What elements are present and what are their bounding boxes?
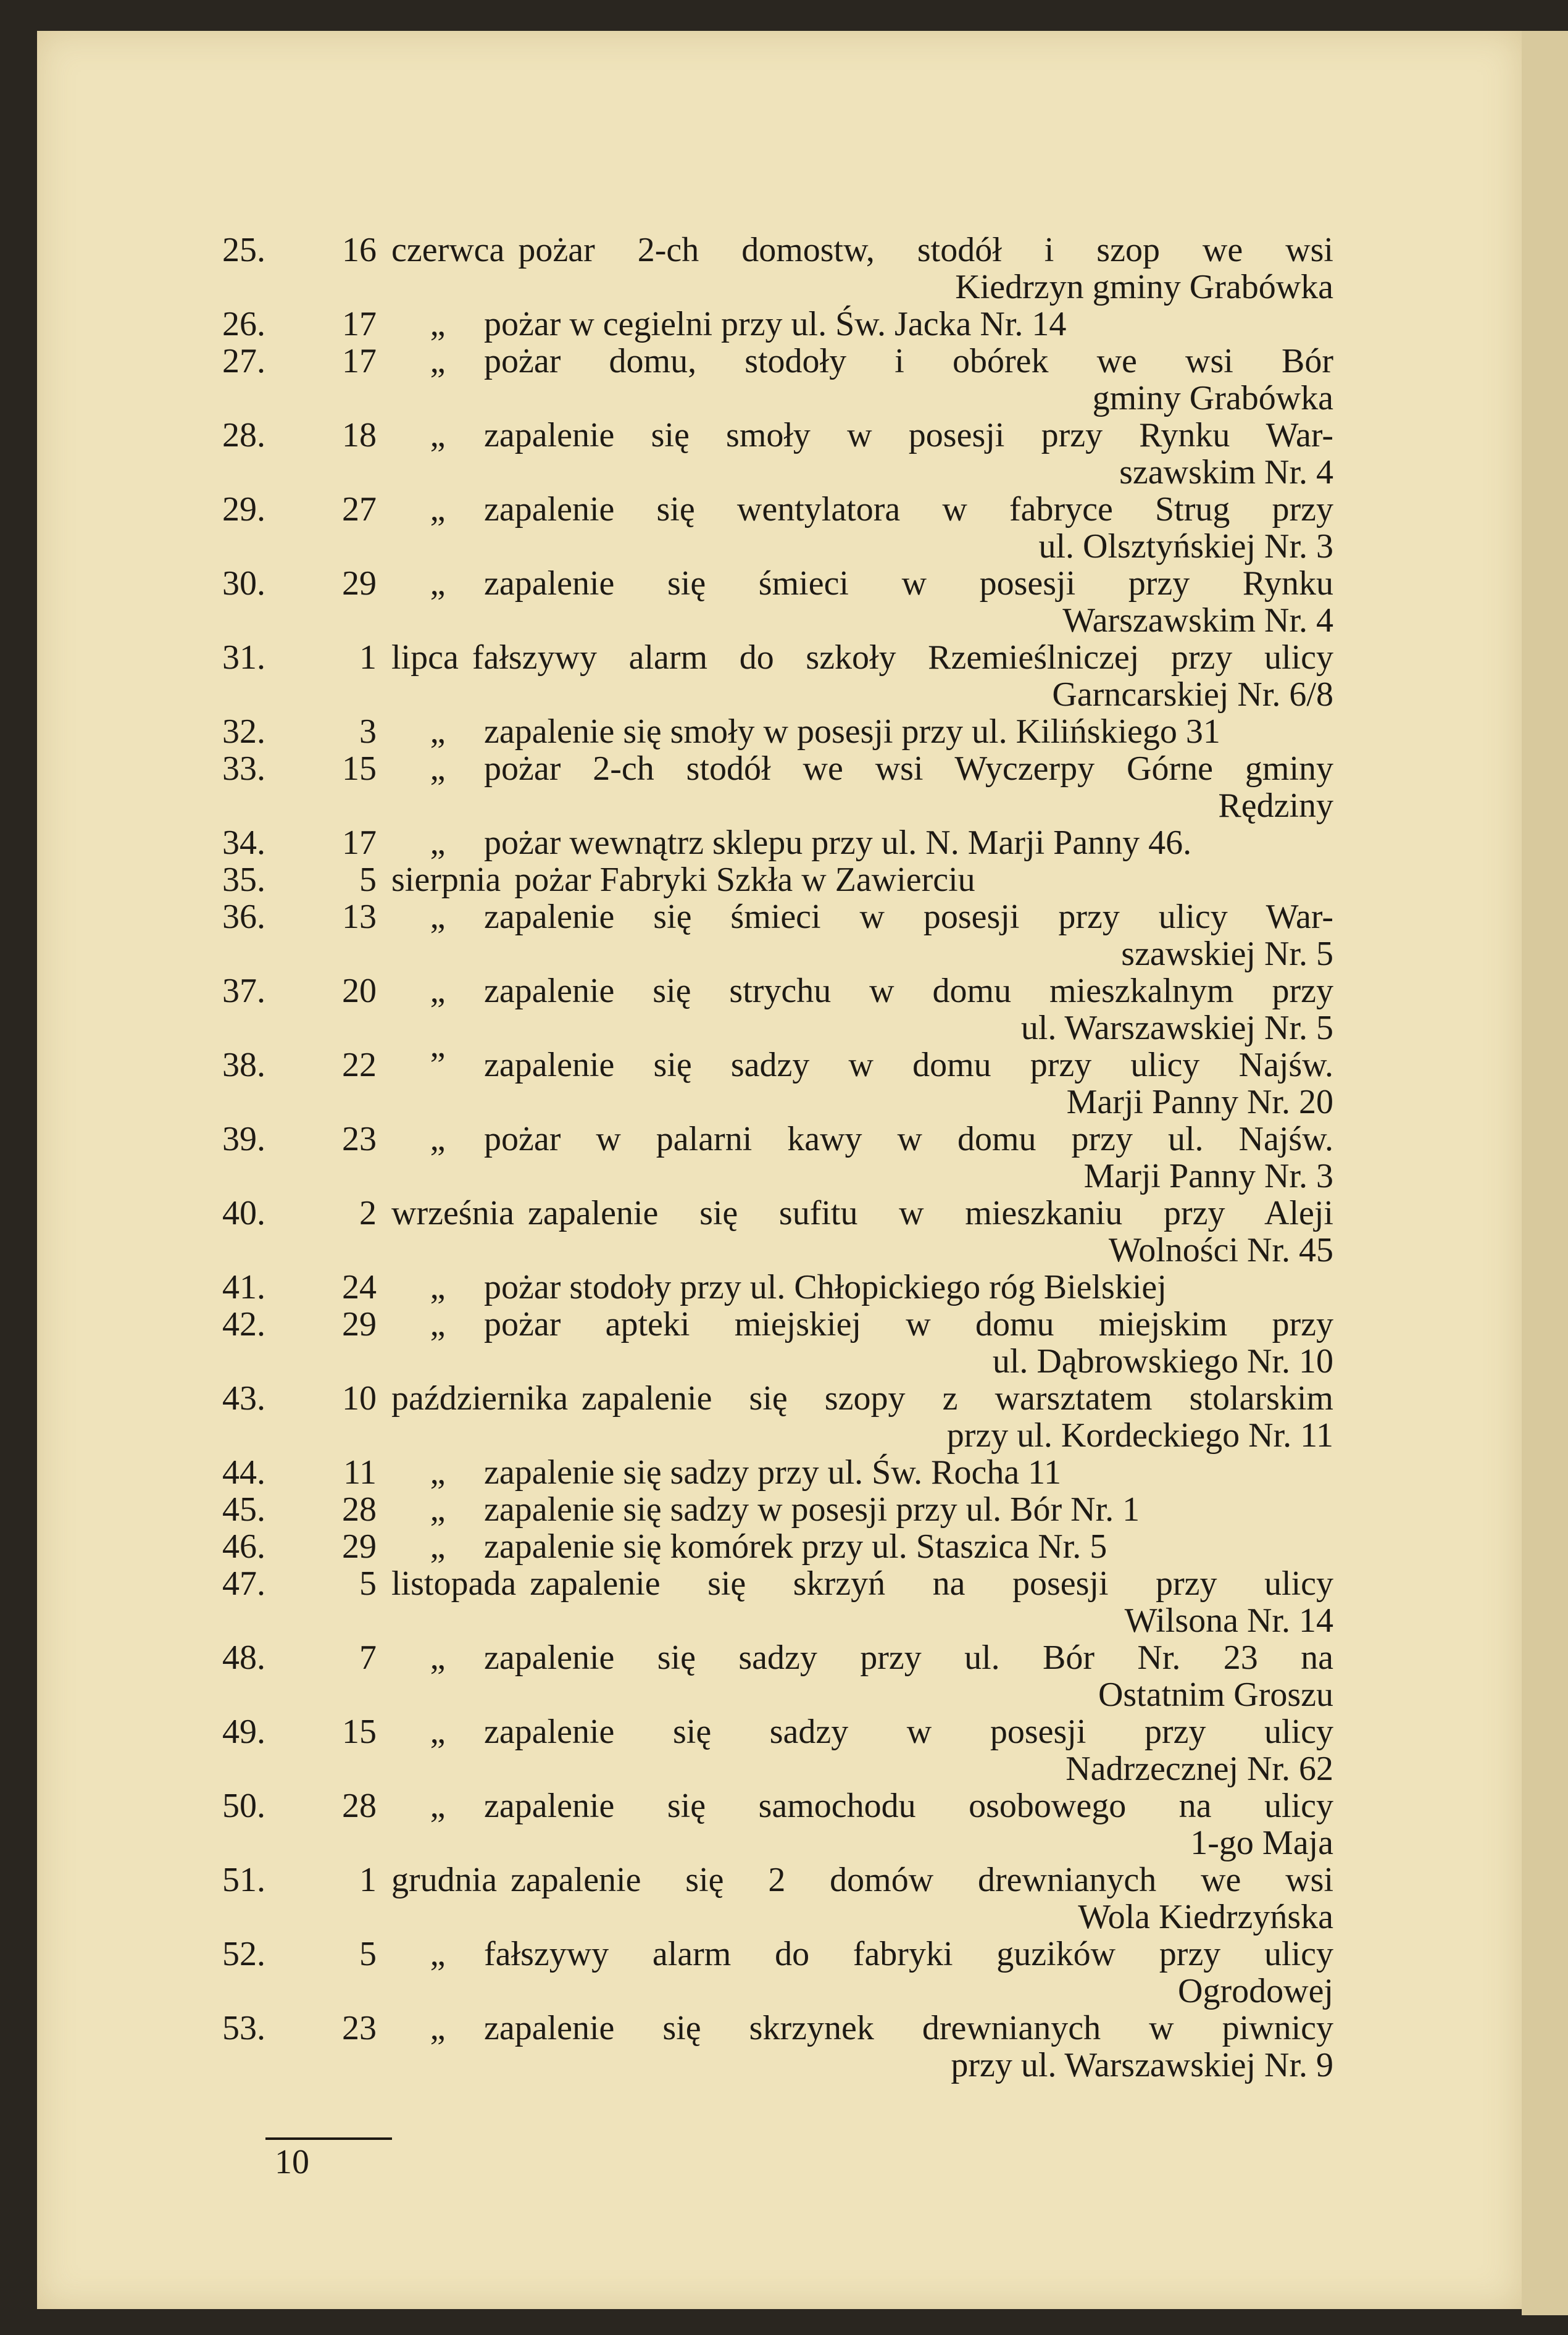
ditto-mark: „ [430, 712, 446, 751]
entry-body [391, 1787, 1333, 1861]
entry-month: września [391, 1194, 515, 1232]
entry-day: 23 [342, 2009, 377, 2047]
entry-body [391, 1861, 1333, 1936]
ditto-mark: „ [430, 1490, 446, 1529]
entry-month: października [391, 1379, 569, 1418]
entry-day: 1 [359, 638, 377, 677]
entry-number: 50. [222, 1787, 265, 1825]
entry-number: 35. [222, 861, 265, 899]
entry-day: 15 [342, 750, 377, 788]
list-item [222, 1195, 1333, 1269]
entry-description: zapalenie się sadzy w domu przy ulicy Najśw. [484, 1046, 1333, 1084]
entry-description: fałszywy alarm do szkoły Rzemieślniczej przy ulicy [472, 638, 1333, 677]
entry-number: 25. [222, 231, 265, 269]
entry-number: 38. [222, 1046, 265, 1084]
entry-description: zapalenie się sadzy w posesji przy ul. Bór Nr. 1 [484, 1490, 1140, 1529]
list-item [222, 1269, 1333, 1306]
entry-description-continued: Warszawskim Nr. 4 [1062, 601, 1333, 640]
entry-description-continued: Marji Panny Nr. 3 [1083, 1157, 1333, 1195]
footer-rule [265, 2137, 392, 2140]
entry-description-continued: Marji Panny Nr. 20 [1066, 1083, 1333, 1121]
entry-day: 2 [359, 1194, 377, 1232]
entry-description: zapalenie się komórek przy ul. Staszica Nr. 5 [484, 1527, 1107, 1566]
entry-description-continued: Kiedrzyn gminy Grabówka [955, 268, 1333, 306]
entry-description-continued: gminy Grabówka [1092, 379, 1333, 417]
entry-description: zapalenie się wentylatora w fabryce Strug przy [484, 490, 1333, 528]
entry-body [391, 1713, 1333, 1787]
ditto-mark: „ [430, 1305, 446, 1343]
entry-description: pożar 2-ch domostw, stodół i szop we wsi [518, 231, 1333, 269]
list-item [222, 1936, 1333, 2010]
list-item [222, 1713, 1333, 1787]
ditto-mark: ” [430, 1046, 446, 1084]
entry-number: 36. [222, 898, 265, 936]
ditto-mark: „ [430, 750, 446, 788]
list-item [222, 1306, 1333, 1380]
entry-number: 28. [222, 416, 265, 454]
entry-description: pożar 2-ch stodół we wsi Wyczerpy Górne gminy [484, 750, 1333, 788]
entry-description: zapalenie się śmieci w posesji przy ulicy War- [484, 898, 1333, 936]
entry-day: 28 [342, 1490, 377, 1529]
entry-description-continued: przy ul. Warszawskiej Nr. 9 [951, 2046, 1333, 2084]
entry-number: 33. [222, 750, 265, 788]
list-item [222, 972, 1333, 1046]
list-item [222, 1639, 1333, 1713]
entry-description-continued: ul. Warszawskiej Nr. 5 [1020, 1009, 1333, 1047]
ditto-mark: „ [430, 564, 446, 603]
entry-body [391, 343, 1333, 417]
entry-number: 37. [222, 972, 265, 1010]
entry-description: zapalenie się 2 domów drewnianych we wsi [511, 1861, 1333, 1899]
entry-day: 23 [342, 1120, 377, 1158]
entry-number: 30. [222, 564, 265, 603]
entry-description: pożar domu, stodoły i obórek we wsi Bór [484, 342, 1333, 380]
entry-day: 15 [342, 1713, 377, 1751]
entry-description: zapalenie się sadzy w posesji przy ulicy [484, 1713, 1333, 1751]
entry-day: 3 [359, 712, 377, 751]
entry-number: 32. [222, 712, 265, 751]
entry-day: 18 [342, 416, 377, 454]
ditto-mark: „ [430, 972, 446, 1010]
ditto-mark: „ [430, 1639, 446, 1677]
ditto-mark: „ [430, 1453, 446, 1492]
entry-number: 26. [222, 305, 265, 343]
entry-number: 41. [222, 1268, 265, 1306]
entry-month: lipca [391, 638, 459, 677]
entry-day: 29 [342, 564, 377, 603]
entry-description-continued: ul. Olsztyńskiej Nr. 3 [1038, 527, 1333, 566]
ditto-mark: „ [430, 1787, 446, 1825]
entry-day: 1 [359, 1861, 377, 1899]
entry-body [391, 824, 1333, 861]
list-item [222, 2010, 1333, 2084]
entry-number: 49. [222, 1713, 265, 1751]
list-item [222, 232, 1333, 306]
entry-body [391, 417, 1333, 491]
entry-day: 17 [342, 824, 377, 862]
entry-number: 45. [222, 1490, 265, 1529]
entry-number: 48. [222, 1639, 265, 1677]
ditto-mark: „ [430, 898, 446, 936]
entry-description-continued: przy ul. Kordeckiego Nr. 11 [946, 1416, 1333, 1455]
entry-description-continued: Garncarskiej Nr. 6/8 [1052, 675, 1333, 714]
ditto-mark: „ [430, 342, 446, 380]
entry-description-continued: szawskim Nr. 4 [1119, 453, 1333, 491]
list-item [222, 1046, 1333, 1121]
entry-day: 5 [359, 1564, 377, 1603]
list-item [222, 306, 1333, 343]
entry-body [391, 232, 1333, 306]
entry-day: 13 [342, 898, 377, 936]
list-item [222, 1861, 1333, 1936]
entry-day: 11 [343, 1453, 377, 1492]
ditto-mark: „ [430, 824, 446, 862]
entry-number: 44. [222, 1453, 265, 1492]
entry-description: zapalenie się sufitu w mieszkaniu przy Aleji [528, 1194, 1333, 1232]
entry-body [391, 1195, 1333, 1269]
entry-description: fałszywy alarm do fabryki guzików przy ulicy [484, 1935, 1333, 1973]
entry-day: 7 [359, 1639, 377, 1677]
list-item [222, 417, 1333, 491]
ditto-mark: „ [430, 1268, 446, 1306]
page-edge [1522, 31, 1568, 2315]
entry-month: listopada [391, 1564, 517, 1603]
entry-number: 31. [222, 638, 265, 677]
entry-body [391, 1454, 1333, 1491]
entry-day: 16 [342, 231, 377, 269]
entry-description-continued: Wolności Nr. 45 [1108, 1231, 1333, 1269]
list-item [222, 491, 1333, 565]
entry-number: 27. [222, 342, 265, 380]
entry-number: 29. [222, 490, 265, 528]
entry-number: 46. [222, 1527, 265, 1566]
page-number: 10 [275, 2143, 309, 2181]
entry-description-continued: Wola Kiedrzyńska [1078, 1898, 1333, 1936]
entry-day: 28 [342, 1787, 377, 1825]
entry-body [391, 1121, 1333, 1195]
entry-number: 39. [222, 1120, 265, 1158]
ditto-mark: „ [430, 416, 446, 454]
list-item [222, 713, 1333, 750]
list-item [222, 824, 1333, 861]
entry-body [391, 1046, 1333, 1121]
entry-body [391, 1528, 1333, 1565]
entry-body [391, 491, 1333, 565]
entry-body [391, 306, 1333, 343]
entry-description-continued: Ogrodowej [1178, 1972, 1333, 2010]
entry-day: 20 [342, 972, 377, 1010]
list-item [222, 565, 1333, 639]
ditto-mark: „ [430, 490, 446, 528]
entry-number: 34. [222, 824, 265, 862]
entry-day: 10 [342, 1379, 377, 1418]
entry-day: 27 [342, 490, 377, 528]
entry-body [391, 972, 1333, 1046]
entry-description: zapalenie się samochodu osobowego na ulicy [484, 1787, 1333, 1825]
entry-day: 5 [359, 861, 377, 899]
ditto-mark: „ [430, 305, 446, 343]
entry-description: pożar Fabryki Szkła w Zawierciu [514, 861, 975, 899]
entry-day: 29 [342, 1305, 377, 1343]
entry-body [391, 2010, 1333, 2084]
entry-number: 47. [222, 1564, 265, 1603]
entry-description-continued: Wilsona Nr. 14 [1124, 1602, 1333, 1640]
entry-month: czerwca [391, 231, 505, 269]
ditto-mark: „ [430, 1120, 446, 1158]
entry-description: zapalenie się skrzynek drewnianych w piwnicy [484, 2009, 1333, 2047]
entry-body [391, 750, 1333, 824]
entry-body [391, 1936, 1333, 2010]
entry-number: 40. [222, 1194, 265, 1232]
fire-incident-list [222, 232, 1333, 2084]
entry-description-continued: Ostatnim Groszu [1098, 1676, 1333, 1714]
entry-day: 29 [342, 1527, 377, 1566]
entry-day: 22 [342, 1046, 377, 1084]
entry-day: 17 [342, 342, 377, 380]
entry-body [391, 639, 1333, 713]
entry-description: zapalenie się smoły w posesji przy Rynku War- [484, 416, 1333, 454]
list-item [222, 1491, 1333, 1528]
entry-description: zapalenie się śmieci w posesji przy Rynku [484, 564, 1333, 603]
entry-number: 52. [222, 1935, 265, 1973]
list-item [222, 1528, 1333, 1565]
entry-number: 42. [222, 1305, 265, 1343]
entry-description-continued: 1-go Maja [1190, 1824, 1333, 1862]
ditto-mark: „ [430, 1713, 446, 1751]
list-item [222, 1454, 1333, 1491]
entry-number: 53. [222, 2009, 265, 2047]
ditto-mark: „ [430, 2009, 446, 2047]
entry-day: 17 [342, 305, 377, 343]
entry-number: 43. [222, 1379, 265, 1418]
entry-body [391, 1306, 1333, 1380]
entry-month: sierpnia [391, 861, 501, 899]
entry-body [391, 565, 1333, 639]
entry-description: zapalenie się szopy z warsztatem stolarskim [582, 1379, 1333, 1418]
entry-description: zapalenie się sadzy przy ul. Bór Nr. 23 na [484, 1639, 1333, 1677]
entry-day: 24 [342, 1268, 377, 1306]
entry-description: zapalenie się sadzy przy ul. Św. Rocha 11 [484, 1453, 1062, 1492]
list-item [222, 898, 1333, 972]
entry-description-continued: szawskiej Nr. 5 [1121, 935, 1333, 973]
ditto-mark: „ [430, 1527, 446, 1566]
entry-day: 5 [359, 1935, 377, 1973]
entry-description: pożar w cegielni przy ul. Św. Jacka Nr. 14 [484, 305, 1067, 343]
list-item [222, 861, 1333, 898]
entry-number: 51. [222, 1861, 265, 1899]
entry-description-continued: Rędziny [1218, 787, 1333, 825]
entry-body [391, 713, 1333, 750]
entry-body [391, 1491, 1333, 1528]
entry-description-continued: Nadrzecznej Nr. 62 [1065, 1750, 1333, 1788]
entry-body [391, 1639, 1333, 1713]
entry-body [391, 1380, 1333, 1454]
entry-body [391, 1269, 1333, 1306]
list-item [222, 1380, 1333, 1454]
list-item [222, 1121, 1333, 1195]
entry-description: pożar w palarni kawy w domu przy ul. Najśw. [484, 1120, 1333, 1158]
entry-body [391, 861, 1333, 898]
list-item [222, 343, 1333, 417]
entry-month: grudnia [391, 1861, 498, 1899]
entry-body [391, 898, 1333, 972]
list-item [222, 639, 1333, 713]
entry-body [391, 1565, 1333, 1639]
list-item [222, 750, 1333, 824]
entry-description: pożar stodoły przy ul. Chłopickiego róg Bielskiej [484, 1268, 1167, 1306]
entry-description: zapalenie się skrzyń na posesji przy ulicy [530, 1564, 1333, 1603]
list-item [222, 1787, 1333, 1861]
entry-description: zapalenie się strychu w domu mieszkalnym przy [484, 972, 1333, 1010]
entry-description: zapalenie się smoły w posesji przy ul. Kilińskiego 31 [484, 712, 1220, 751]
entry-description: pożar apteki miejskiej w domu miejskim przy [484, 1305, 1333, 1343]
entry-description-continued: ul. Dąbrowskiego Nr. 10 [992, 1342, 1333, 1381]
list-item [222, 1565, 1333, 1639]
entry-description: pożar wewnątrz sklepu przy ul. N. Marji Panny 46. [484, 824, 1192, 862]
ditto-mark: „ [430, 1935, 446, 1973]
